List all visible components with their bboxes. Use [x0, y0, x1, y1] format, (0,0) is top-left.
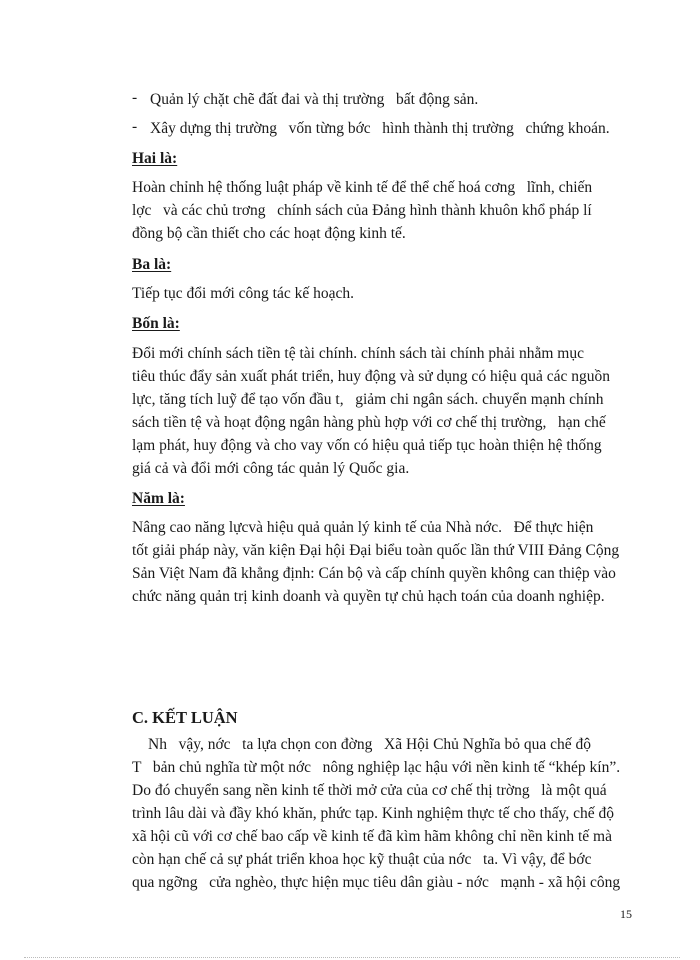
paragraph-line: lực, tăng tích luỹ để tạo vốn đầu t, giảm chi ngân sách. chuyển mạnh chính — [132, 391, 604, 408]
paragraph-line: T bản chủ nghĩa từ một nớc nông nghiệp lạc hậu với nền kinh tế “khép kín”. — [132, 759, 621, 776]
section-heading-hai-la: Hai là: — [132, 150, 178, 167]
paragraph-line: lạm phát, huy động và cho vay vốn có hiệu quả tiếp tục hoàn thiện hệ thống — [132, 437, 602, 454]
paragraph-line: trình lâu dài và đầy khó khăn, phức tạp. Kinh nghiệm thực tế cho thấy, chế độ — [132, 805, 614, 822]
paragraph-line: đồng bộ cần thiết cho các hoạt động kinh tế. — [132, 225, 406, 242]
bullet-marker: - — [132, 89, 138, 106]
paragraph-line: chức năng quản trị kinh doanh và quyền tự chủ hạch toán của doanh nghiệp. — [132, 588, 605, 605]
paragraph-line: Tiếp tục đổi mới công tác kế hoạch. — [132, 285, 354, 302]
paragraph-line: Sản Việt Nam đã khẳng định: Cán bộ và cấp chính quyền không can thiệp vào — [132, 565, 616, 582]
paragraph-line: sách tiền tệ và hoạt động ngân hàng phù hợp với cơ chế thị trường, hạn chế — [132, 414, 606, 431]
section-heading-ba-la: Ba là: — [132, 256, 172, 273]
paragraph-line: Hoàn chỉnh hệ thống luật pháp về kinh tế để thể chế hoá cơng lĩnh, chiến — [132, 179, 593, 196]
paragraph-line: Đổi mới chính sách tiền tệ tài chính. chính sách tài chính phải nhằm mục — [132, 345, 584, 362]
footer-divider — [24, 957, 680, 958]
paragraph-line: giá cả và đổi mới công tác quản lý Quốc gia. — [132, 460, 410, 477]
page-number: 15 — [620, 907, 632, 921]
section-heading-bon-la: Bốn là: — [132, 315, 180, 332]
bullet-item: Quản lý chặt chẽ đất đai và thị trường bất động sản. — [150, 91, 479, 108]
bullet-item: Xây dựng thị trường vốn từng bớc hình thành thị trường chứng khoán. — [150, 120, 610, 137]
section-heading-nam-la: Năm là: — [132, 490, 185, 507]
conclusion-heading: C. KẾT LUẬN — [132, 708, 238, 727]
paragraph-line: tiêu thúc đẩy sản xuất phát triển, huy động và sử dụng có hiệu quả các nguồn — [132, 368, 611, 385]
paragraph-line: xã hội cũ với cơ chế bao cấp về kinh tế đã kìm hãm không chỉ nền kinh tế mà — [132, 828, 612, 845]
paragraph-line: Nh vậy, nớc ta lựa chọn con đờng Xã Hội Chủ Nghĩa bỏ qua chế độ — [148, 736, 592, 753]
paragraph-line: Do đó chuyển sang nền kinh tế thời mở cửa của cơ chế thị trờng là một quá — [132, 782, 607, 799]
paragraph-line: Nâng cao năng lựcvà hiệu quả quản lý kinh tế của Nhà nớc. Để thực hiện — [132, 519, 594, 536]
paragraph-line: qua ngỡng cửa nghèo, thực hiện mục tiêu dân giàu - nớc mạnh - xã hội công — [132, 874, 621, 891]
paragraph-line: còn hạn chế cả sự phát triển khoa học kỹ thuật của nớc ta. Vì vậy, để bớc — [132, 851, 592, 868]
paragraph-line: tốt giải pháp này, văn kiện Đại hội Đại biểu toàn quốc lần thứ VIII Đảng Cộng — [132, 542, 620, 559]
bullet-marker: - — [132, 118, 138, 135]
paragraph-line: lợc và các chủ trơng chính sách của Đảng hình thành khuôn khổ pháp lí — [132, 202, 592, 219]
